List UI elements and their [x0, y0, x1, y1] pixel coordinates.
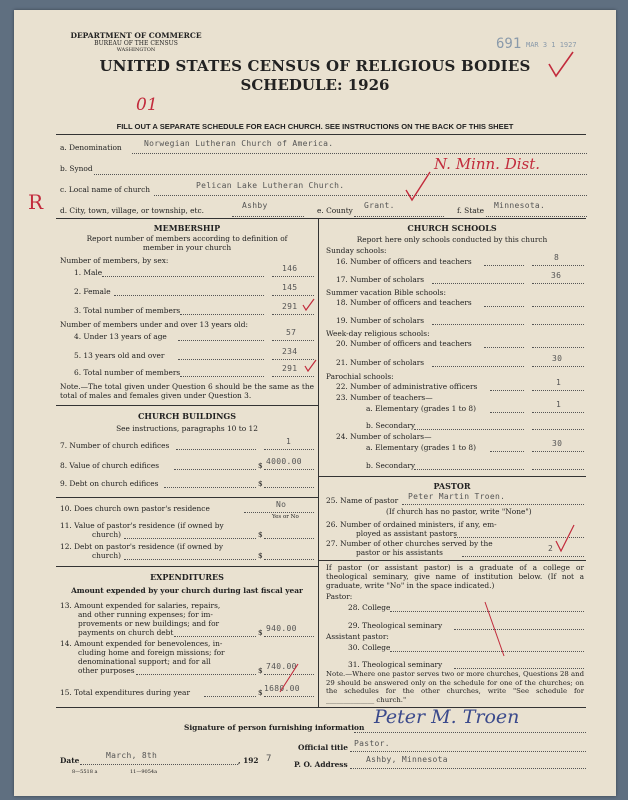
q23a-value: 1 [556, 400, 562, 409]
q12-label: 12. Debt on pastor's residence (if owned by [60, 542, 224, 551]
q10-value: No [276, 500, 287, 509]
q11-label-b: church) [92, 530, 121, 539]
age-intro-label: Number of members under and over 13 years old: [60, 320, 248, 329]
checkmark-icon [482, 600, 512, 660]
q11-label: 11. Value of pastor's residence (if owned by [60, 521, 224, 530]
q24b-label: b. Secondary [366, 461, 416, 470]
q14-value: 740.00 [266, 662, 297, 671]
pastor-sub-label: Pastor: [326, 592, 353, 601]
handwritten-r: R [28, 190, 44, 214]
q1-value: 146 [282, 264, 298, 273]
membership-note: Note.—The total given under Question 6 should be the same as the total of males and females given under Question 3. [60, 382, 314, 400]
q19-label: 19. Number of scholars [336, 316, 425, 325]
yes-no-hint: Yes or No [272, 514, 299, 520]
q13-value: 940.00 [266, 624, 297, 633]
q26-label-b: ployed as assistant pastors [356, 529, 458, 538]
expenditures-sub: Amount expended by your church during last fiscal year [71, 586, 303, 595]
q2-value: 145 [282, 283, 298, 292]
state-value: Minnesota. [494, 201, 546, 210]
year-digit: 7 [266, 754, 272, 764]
q6-label: 6. Total number of members [74, 368, 181, 377]
q13-label: 13. Amount expended for salaries, repairs, [60, 601, 221, 610]
q22-label: 22. Number of administrative officers [336, 382, 478, 391]
membership-heading: MEMBERSHIP [153, 223, 221, 233]
q21-label: 21. Number of scholars [336, 358, 425, 367]
church-label: c. Local name of church [60, 185, 150, 194]
city-name: WASHINGTON [116, 47, 156, 53]
checkmark-icon [302, 298, 316, 312]
q12-label-b: church) [92, 551, 121, 560]
weekday-label: Week-day religious schools: [326, 329, 430, 338]
q17-value: 36 [551, 271, 562, 280]
signature-label: Signature of person furnishing information [184, 723, 365, 732]
q8-label: 8. Value of church edifices [60, 461, 159, 470]
checkmark-icon [554, 523, 576, 553]
q13-label-b: and other running expenses; for im- [78, 610, 213, 619]
q15-value: 1680.00 [264, 684, 300, 693]
q31-label: 31. Theological seminary [348, 660, 443, 669]
q7-value: 1 [286, 437, 292, 446]
schools-heading: CHURCH SCHOOLS [407, 223, 497, 233]
schools-intro: Report here only schools conducted by this church [356, 235, 548, 244]
state-label: f. State [457, 206, 484, 215]
form-code-1: 8—5518 a [72, 769, 98, 775]
q30-label: 30. College [348, 643, 391, 652]
column-divider [318, 218, 319, 707]
po-address-value: Ashby, Minnesota [366, 755, 448, 764]
summer-label: Summer vacation Bible schools: [326, 288, 446, 297]
q7-label: 7. Number of church edifices [60, 441, 170, 450]
q10-label: 10. Does church own pastor's residence [60, 504, 210, 513]
q24a-value: 30 [552, 439, 563, 448]
q13-label-d: payments on church debt [78, 628, 174, 637]
membership-intro: Report number of members according to definition of member in your church [86, 234, 288, 252]
po-address-label: P. O. Address [294, 760, 348, 769]
stamp-date: MAR 3 1 1927 [526, 41, 577, 49]
graduate-note: If pastor (or assistant pastor) is a graduate of a college or theological seminary, give name of institution below. (If not a graduate, write "No" in the space indicated.) [326, 563, 584, 590]
asst-pastor-label: Assistant pastor: [326, 632, 389, 641]
q2-label: 2. Female [74, 287, 111, 296]
q16-label: 16. Number of officers and teachers [336, 257, 472, 266]
q27-label-b: pastor or his assistants [356, 548, 443, 557]
q25-label: 25. Name of pastor [326, 496, 399, 505]
q21-value: 30 [552, 354, 563, 363]
parochial-label: Parochial schools: [326, 372, 394, 381]
form-code-2: 11—9054a [130, 769, 158, 775]
q9-label: 9. Debt on church edifices [60, 479, 159, 488]
q29-label: 29. Theological seminary [348, 621, 443, 630]
q3-value: 291 [282, 302, 298, 311]
q25-value: Peter Martin Troen. [408, 492, 506, 501]
q17-label: 17. Number of scholars [336, 275, 425, 284]
q28-label: 28. College [348, 603, 391, 612]
q13-label-c: provements or new buildings; and for [78, 619, 220, 628]
official-title-label: Official title [298, 743, 348, 752]
county-value: Grant. [364, 201, 395, 210]
checkmark-icon [304, 359, 318, 373]
checkmark-icon [404, 168, 434, 204]
signature-value: Peter M. Troen [374, 706, 520, 728]
expenditures-heading: EXPENDITURES [150, 572, 224, 582]
synod-value: N. Minn. Dist. [434, 155, 541, 173]
sunday-label: Sunday schools: [326, 246, 387, 255]
header-rule [56, 134, 586, 135]
q4-label: 4. Under 13 years of age [74, 332, 167, 341]
q18-label: 18. Number of officers and teachers [336, 298, 472, 307]
denomination-label: a. Denomination [60, 143, 122, 152]
checkmark-icon [268, 662, 308, 698]
q24a-label: a. Elementary (grades 1 to 8) [366, 443, 477, 452]
q14-label-d: other purposes [78, 666, 135, 675]
q14-label-c: denominational support; and for all [78, 657, 211, 666]
buildings-sub: See instructions, paragraphs 10 to 12 [116, 424, 258, 433]
county-label: e. County [317, 206, 353, 215]
census-schedule-page: DEPARTMENT OF COMMERCE BUREAU OF THE CENSUS WASHINGTON 691 MAR 3 1 1927 UNITED STATES CENSUS OF RELIGIOUS BODIES SCHEDULE: 1926 01 FILL OUT A SEPARATE SCHEDULE FOR EACH CHURCH. SEE INSTRUCTIONS ON THE BACK OF THIS SHEET a. Denomination Norwegian Lutheran Church of America. b. Synod N. Minn. Dist. c. Local name of church Pelican Lake Lutheran Church. R d. City, town, village, or township, etc. Ashby e. County Grant. f. State Minnesota. MEMBERSHIP Report number of members according to definition of member in your church Number of members, by sex: 1. Male 146 2. Female 145 3. Total number of members 291 Number of members under and over 13 years old: 4. Under 13 years of age 57 5. 13 years old and over 234 6. Total number of members 291 Note.—The total given under Question 6 should be the same as the total of males and females given under Question 3. CHURCH BUILDINGS See instructions, paragraphs 10 to 12 7. Number of church edifices 1 8. Value of church edifices $ 4000.00 9. Debt on church edifices $ 10. Does church own pastor's residence No Yes or No 11. Value of pastor's residence (if owned by church) $ 12. Debt on pastor's residence (if owned by church) $ EXPENDITURES Amount expended by your church during last fiscal year 13. Amount expended for salaries, repairs, and other running expenses; for im- provements or new buildings; and for payments on church debt $ 940.00 14. Amount expended for benevolences, in- cluding home and foreign missions; for denominational support; and for all other purposes $ 740.00 15. Total expenditures during year $ 1680.00 CHURCH SCHOOLS Report here only schools conducted by this church Sunday schools: 16. Number of officers and teachers 8 17. Number of scholars 36 Summer vacation Bible schools: 18. Number of officers and teachers 19. Number of scholars Week-day religious schools: 20. Number of officers and teachers 21. Number of scholars 30 Parochial schools: 22. Number of administrative officers 1 23. Number of teachers— a. Elementary (grades 1 to 8) 1 b. Secondary 24. Number of scholars— a. Elementary (grades 1 to 8) 30 b. Secondary PASTOR 25. Name of pastor Peter Martin Troen. (If church has no pastor, write "None") 26. Number of ordained ministers, if any, em- ployed as assistant pastors 27. Number of other churches served by the pastor or his assistants 2 If pastor (or assistant pastor) is a graduate of a college or theological seminary, give name of institution below. (If not a graduate, write "No" in the space indicated.) Pastor: 28. College 29. Theological seminary Assistant pastor: 30. College 31. Theological seminary Note.—Where one pastor serves two or more churches, Questions 28 and 29 should be answered only on the schedule for one of the churches; on the schedules for the other churches, write "See schedule for ______________ church." Signature of person furnishing information Peter M. Troen Official title Pastor. Date March, 8th , 192 7 8—5518 a 11—9054a P. O. Address Ashby, Minnesota [14, 10, 616, 796]
bureau-name: BUREAU OF THE CENSUS [94, 40, 178, 47]
buildings-heading: CHURCH BUILDINGS [138, 411, 236, 421]
instruction-line: FILL OUT A SEPARATE SCHEDULE FOR EACH CHURCH. SEE INSTRUCTIONS ON THE BACK OF THIS SHEET [116, 122, 514, 131]
q26-label: 26. Number of ordained ministers, if any, em- [326, 520, 497, 529]
q8-value: 4000.00 [266, 457, 302, 466]
table-top-rule [56, 218, 586, 219]
pastor-note: Note.—Where one pastor serves two or more churches, Questions 28 and 29 should be answered only on the schedule for one of the churches; on the schedules for the other churches, write "See schedule for ______________ church." [326, 670, 584, 704]
denomination-value: Norwegian Lutheran Church of America. [144, 139, 334, 148]
city-label: d. City, town, village, or township, etc. [60, 206, 205, 215]
q4-value: 57 [286, 328, 297, 337]
q27-label: 27. Number of other churches served by the [326, 539, 493, 548]
q23a-label: a. Elementary (grades 1 to 8) [366, 404, 477, 413]
stamp-number: 691 [496, 36, 522, 52]
schedule-title: SCHEDULE: 1926 [240, 76, 390, 94]
q16-value: 8 [554, 253, 560, 262]
official-title-value: Pastor. [354, 739, 390, 748]
city-value: Ashby [242, 201, 268, 210]
q3-label: 3. Total number of members [74, 306, 181, 315]
q1-label: 1. Male [74, 268, 103, 277]
date-value: March, 8th [106, 751, 158, 760]
q25-note: (If church has no pastor, write "None") [386, 507, 532, 516]
q5-label: 5. 13 years old and over [74, 351, 165, 360]
q23-label: 23. Number of teachers— [336, 393, 433, 402]
year-prefix: , 192 [238, 756, 259, 765]
q20-label: 20. Number of officers and teachers [336, 339, 472, 348]
q22-value: 1 [556, 378, 562, 387]
q15-label: 15. Total expenditures during year [60, 688, 190, 697]
form-title: UNITED STATES CENSUS OF RELIGIOUS BODIES [99, 57, 531, 75]
q5-value: 234 [282, 347, 298, 356]
q24-label: 24. Number of scholars— [336, 432, 432, 441]
q14-label-b: cluding home and foreign missions; for [78, 648, 225, 657]
q6-value: 291 [282, 364, 298, 373]
synod-label: b. Synod [60, 164, 93, 173]
q23b-label: b. Secondary [366, 421, 416, 430]
q14-label: 14. Amount expended for benevolences, in- [60, 639, 223, 648]
handwritten-number: 01 [136, 95, 158, 115]
dept-name: DEPARTMENT OF COMMERCE [70, 31, 202, 40]
by-sex-label: Number of members, by sex: [60, 256, 169, 265]
pastor-heading: PASTOR [433, 481, 471, 491]
date-label: Date [60, 756, 80, 765]
church-value: Pelican Lake Lutheran Church. [196, 181, 345, 190]
q27-value: 2 [548, 544, 554, 553]
